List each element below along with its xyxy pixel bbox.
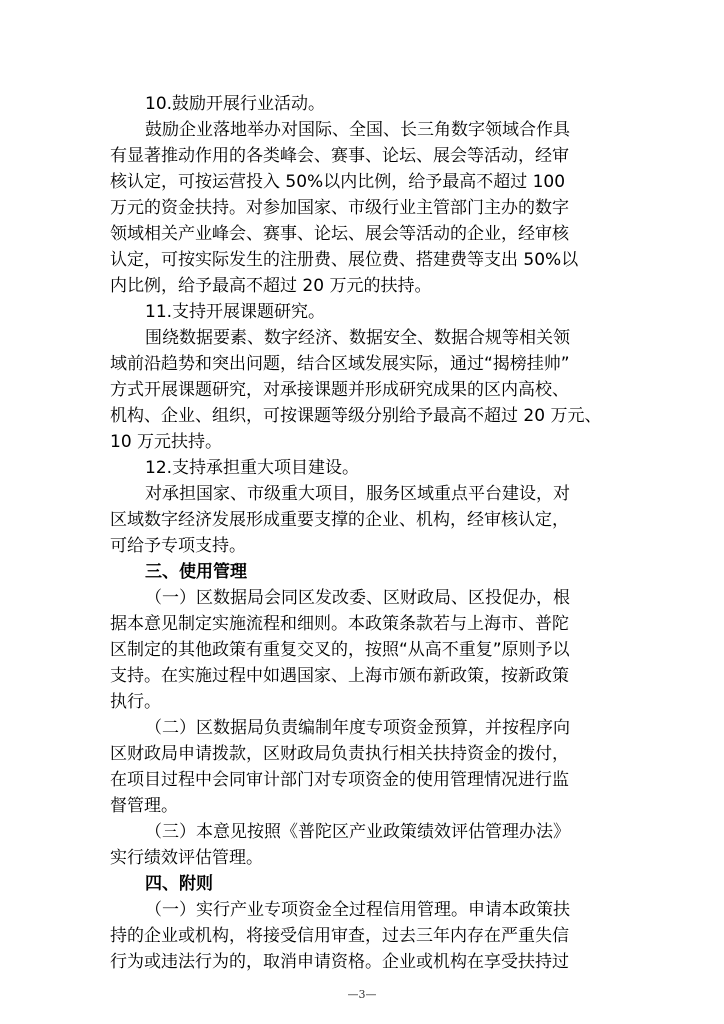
- paragraph-line: 实行绩效评估管理。: [110, 848, 263, 868]
- paragraph-line: （一）区数据局会同区发改委、区财政局、区投促办，根: [145, 588, 570, 608]
- paragraph-line: 有显著推动作用的各类峰会、赛事、论坛、展会等活动，经审: [110, 146, 569, 166]
- paragraph-line: 认定，可按实际发生的注册费、展位费、搭建费等支出 50%以: [110, 250, 579, 270]
- paragraph-line: 持的企业或机构，将接受信用审查，过去三年内存在严重失信: [110, 926, 569, 946]
- item-heading: 11.支持开展课题研究。: [145, 302, 326, 322]
- paragraph-line: （一）实行产业专项资金全过程信用管理。申请本政策扶: [145, 900, 570, 920]
- item-heading: 10.鼓励开展行业活动。: [145, 94, 326, 114]
- section-heading: 四、附则: [145, 874, 213, 894]
- paragraph-line: （三）本意见按照《普陀区产业政策绩效评估管理办法》: [145, 822, 570, 842]
- paragraph-line: 领域相关产业峰会、赛事、论坛、展会等活动的企业，经审核: [110, 224, 569, 244]
- paragraph-line: 机构、企业、组织，可按课题等级分别给予最高不超过 20 万元、: [110, 406, 602, 426]
- paragraph-line: （二）区数据局负责编制年度专项资金预算，并按程序向: [145, 718, 570, 738]
- paragraph-line: 域前沿趋势和突出问题，结合区域发展实际，通过“揭榜挂帅”: [110, 354, 570, 374]
- paragraph-line: 行为或违法行为的，取消申请资格。企业或机构在享受扶持过: [110, 952, 569, 972]
- paragraph-line: 核认定，可按运营投入 50%以内比例，给予最高不超过 100: [110, 172, 566, 192]
- paragraph-line: 万元的资金扶持。对参加国家、市级行业主管部门主办的数字: [110, 198, 569, 218]
- paragraph-line: 围绕数据要素、数字经济、数据安全、数据合规等相关领: [145, 328, 570, 348]
- paragraph-line: 鼓励企业落地举办对国际、全国、长三角数字领域合作具: [145, 120, 570, 140]
- paragraph-line: 区域数字经济发展形成重要支撑的企业、机构，经审核认定，: [110, 510, 569, 530]
- paragraph-line: 支持。在实施过程中如遇国家、上海市颁布新政策，按新政策: [110, 666, 569, 686]
- paragraph-line: 区制定的其他政策有重复交叉的，按照“从高不重复”原则予以: [110, 640, 570, 660]
- paragraph-line: 在项目过程中会同审计部门对专项资金的使用管理情况进行监: [110, 770, 569, 790]
- paragraph-line: 10 万元扶持。: [110, 432, 223, 452]
- paragraph-line: 可给予专项支持。: [110, 536, 246, 556]
- paragraph-line: 督管理。: [110, 796, 178, 816]
- item-heading: 12.支持承担重大项目建设。: [145, 458, 360, 478]
- paragraph-line: 方式开展课题研究，对承接课题并形成研究成果的区内高校、: [110, 380, 569, 400]
- paragraph-line: 内比例，给予最高不超过 20 万元的扶持。: [110, 276, 432, 296]
- page-number: —3—: [347, 988, 377, 1001]
- paragraph-line: 对承担国家、市级重大项目，服务区域重点平台建设，对: [145, 484, 570, 504]
- paragraph-line: 据本意见制定实施流程和细则。本政策条款若与上海市、普陀: [110, 614, 569, 634]
- paragraph-line: 执行。: [110, 692, 161, 712]
- section-heading: 三、使用管理: [145, 562, 247, 582]
- paragraph-line: 区财政局申请拨款，区财政局负责执行相关扶持资金的拨付，: [110, 744, 569, 764]
